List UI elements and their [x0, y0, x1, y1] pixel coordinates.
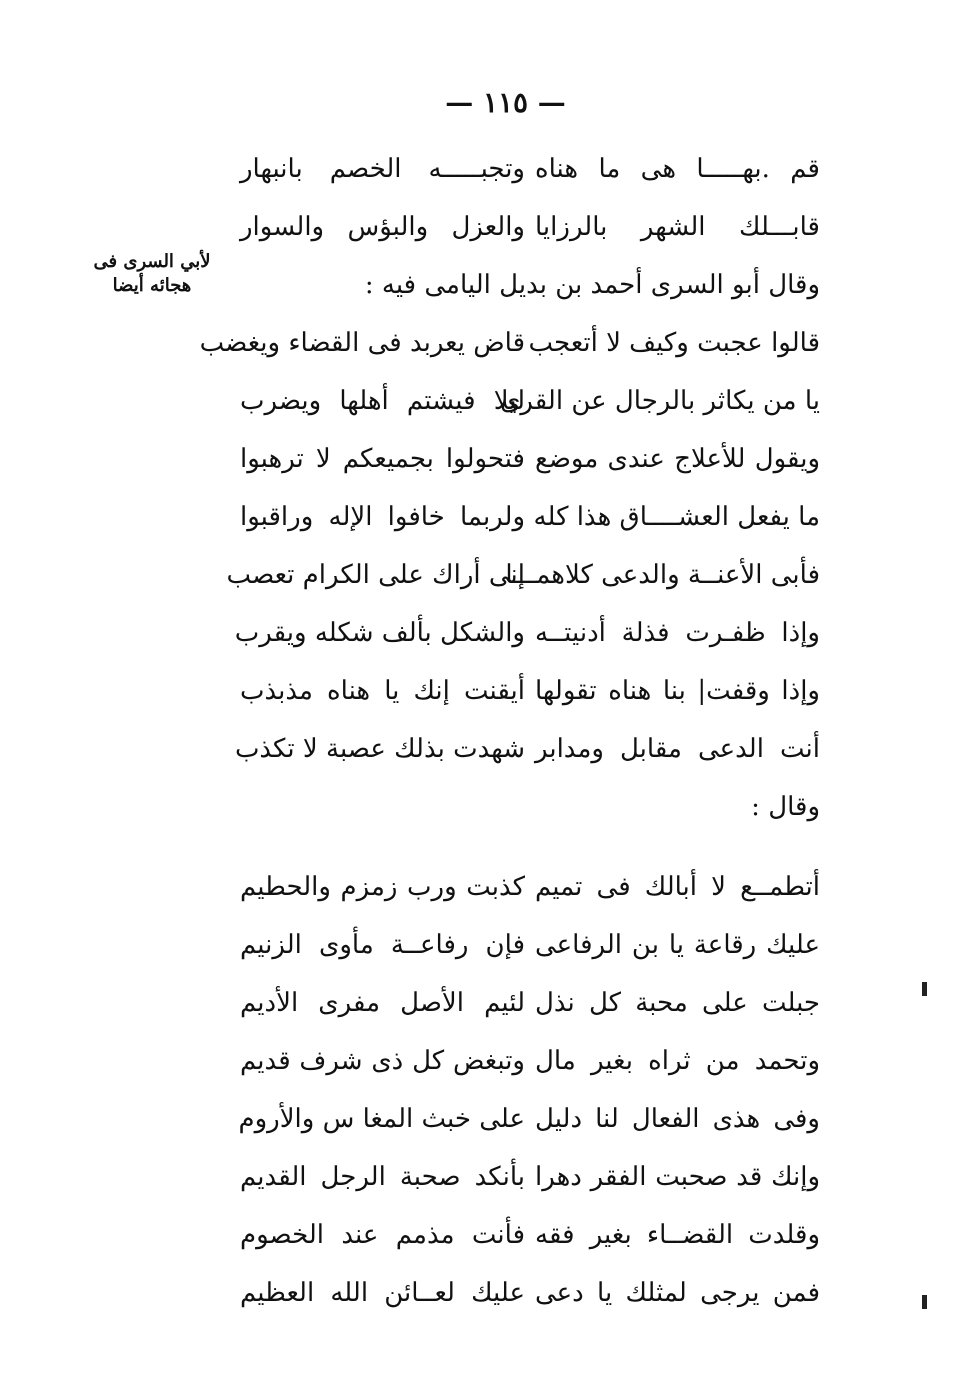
first-hemistich: وفى هذى الفعال لنا دليل	[535, 1104, 820, 1134]
verse	[240, 916, 820, 974]
first-hemistich: وتحمد من ثراه بغير مال	[535, 1046, 820, 1076]
verse	[240, 1090, 820, 1148]
first-hemistich: فأبى الأعنــة والدعى كلاهمـــا	[505, 560, 820, 590]
scan-edge-mark	[922, 1295, 927, 1309]
verse	[240, 1264, 820, 1322]
first-hemistich: أتطمــع لا أبالك فى تميم	[535, 872, 820, 902]
second-hemistich: إنى أراك على الكرام تعصب	[226, 560, 525, 590]
second-hemistich: شهدت بذلك عصبة لا تكذب	[234, 734, 525, 764]
second-hemistich: فإن رفاعــة مأوى الزنيم	[240, 930, 525, 960]
verse	[240, 858, 820, 916]
first-hemistich: قم .بهـــــا هى ما هناه	[535, 154, 820, 184]
second-hemistich: ولربما خافوا الإله وراقبوا	[240, 502, 525, 532]
verse	[240, 974, 820, 1032]
verse	[240, 198, 820, 256]
first-hemistich: يا من يكاثر بالرجال عن القرى	[500, 386, 820, 416]
second-hemistich: لئيم الأصل مفرى الأديم	[240, 988, 525, 1018]
verse	[226, 546, 820, 604]
verse	[240, 662, 820, 720]
verse	[234, 604, 820, 662]
second-hemistich: عليك لعــائن الله العظيم	[240, 1278, 525, 1308]
second-hemistich: فتحولوا بجميعكم لا ترهبوا	[240, 444, 525, 474]
verse	[240, 1032, 820, 1090]
second-hemistich: كذبت ورب زمزم والحطيم	[240, 872, 525, 902]
scan-edge-mark	[922, 982, 927, 996]
second-hemistich: قاض يعربد فى القضاء ويغضب	[199, 328, 525, 358]
first-hemistich: أنت الدعى مقابل ومدابر	[535, 734, 820, 764]
verse	[240, 140, 820, 198]
first-hemistich: فمن يرجى لمثلك يا دعى	[535, 1278, 820, 1308]
first-hemistich: وإنك قد صحبت الفقر دهرا	[535, 1162, 820, 1192]
margin-note	[92, 250, 212, 298]
second-hemistich: على خبث المغا س والأروم	[238, 1104, 525, 1134]
second-hemistich: أيقنت إنك يا هناه مذبذب	[240, 676, 525, 706]
first-hemistich: عليك رقاعة يا بن الرفاعى	[535, 930, 820, 960]
margin-note-line-2: هجائه أيضا	[112, 275, 192, 296]
second-hemistich: والعزل والبؤس والسوار	[240, 212, 525, 242]
verse	[240, 430, 820, 488]
first-hemistich: وإذا وقفت| بنا هناه تقولها	[535, 676, 820, 706]
first-hemistich: ما يفعل العشــــاق هذا كله	[533, 502, 820, 532]
page-number: — ١١٥ —	[445, 86, 566, 119]
poem-body	[199, 140, 820, 1322]
margin-note-line-1: لأبي السرى فى	[93, 251, 211, 272]
first-hemistich: ويقول للأعلاج عندى موضع	[535, 444, 820, 474]
second-hemistich: فأنت مذمم عند الخصوم	[240, 1220, 525, 1250]
second-hemistich: وتبغض كل ذى شرف قديم	[240, 1046, 525, 1076]
spacer	[240, 836, 820, 858]
second-hemistich: ليلا فيشتم أهلها ويضرب	[240, 386, 525, 416]
intro-line: وقال :	[751, 792, 820, 822]
second-hemistich: وتجبـــــه الخصم بانبهار	[240, 154, 525, 184]
intro-line: وقال أبو السرى أحمد بن بديل اليامى فيه :	[364, 270, 820, 300]
second-hemistich: والشكل بألف شكله ويقرب	[234, 618, 525, 648]
first-hemistich: قابـــلك الشهر بالرزايا	[535, 212, 820, 242]
verse	[199, 314, 820, 372]
verse	[240, 1206, 820, 1264]
first-hemistich: وقلدت القضــاء بغير فقه	[535, 1220, 820, 1250]
verse	[240, 372, 820, 430]
verse	[240, 1148, 820, 1206]
first-hemistich: قالوا عجبت وكيف لا أتعجب	[528, 328, 820, 358]
first-hemistich: وإذا ظفـرت فذلة أدنيتــه	[535, 618, 820, 648]
second-hemistich: بأنكد صحبة الرجل القديم	[240, 1162, 525, 1192]
verse	[234, 720, 820, 778]
first-hemistich: جبلت على محبة كل نذل	[535, 988, 820, 1018]
verse	[240, 488, 820, 546]
